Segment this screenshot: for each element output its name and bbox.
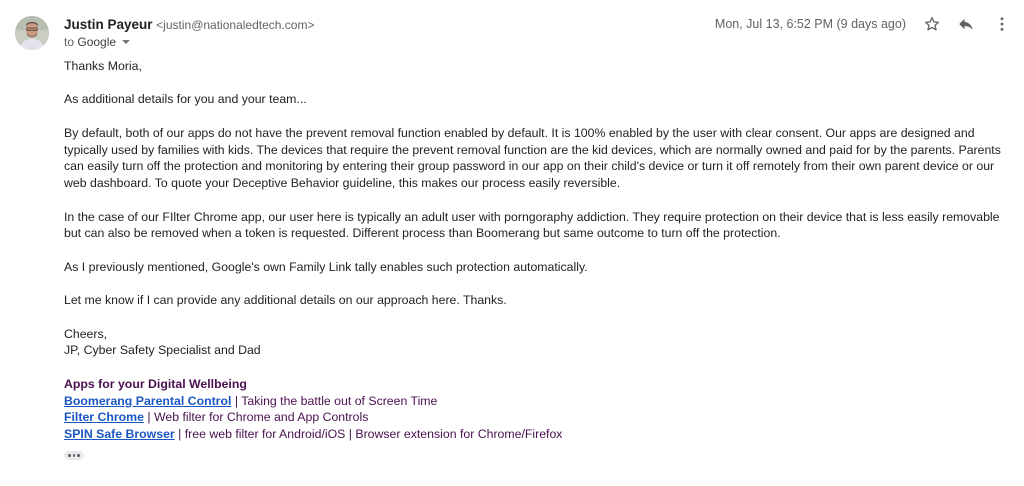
closing-block xyxy=(64,326,1014,360)
recipient-line xyxy=(64,35,130,49)
body-paragraph: As I previously mentioned, Google's own Family Link tally enables such protection automatically. xyxy=(64,259,588,274)
star-icon xyxy=(923,15,941,33)
reply-button[interactable] xyxy=(955,13,977,35)
more-vert-icon xyxy=(993,15,1011,33)
signature-link-description: | Web filter for Chrome and App Controls xyxy=(143,410,369,425)
body-paragraph: Let me know if I can provide any additional details on our approach here. Thanks. xyxy=(64,293,507,308)
sender-line xyxy=(64,17,314,32)
ellipsis-dot-icon xyxy=(68,454,71,457)
avatar-photo-icon xyxy=(15,16,49,50)
filter-chrome-link[interactable]: Filter Chrome xyxy=(64,410,144,425)
recipient-name: Google xyxy=(77,35,117,49)
signoff: JP, Cyber Safety Specialist and Dad xyxy=(64,343,261,358)
sender-name[interactable]: Justin Payeur xyxy=(64,17,153,32)
message-body xyxy=(64,58,1014,460)
reply-icon xyxy=(957,15,975,33)
signature-link-row xyxy=(64,393,1014,410)
ellipsis-dot-icon xyxy=(73,454,76,457)
sender-avatar[interactable] xyxy=(15,16,49,50)
signature-link-description: | free web filter for Android/iOS | Browser extension for Chrome/Firefox xyxy=(174,427,563,442)
email-signature xyxy=(64,376,1014,443)
boomerang-parental-control-link[interactable]: Boomerang Parental Control xyxy=(64,393,232,408)
signature-link-row xyxy=(64,426,1014,443)
body-paragraph: As additional details for you and your team... xyxy=(64,92,307,107)
body-paragraph: By default, both of our apps do not have the prevent removal function enabled by default. It is 100% enabled by the user with clear consent. Our apps are designed and typically used by families with kids. The devices that require the prevent removal function are the kid devices, which are normally owned and paid for by the parents. Parents can easily turn off the protection and monitoring by entering their group password in our app on their child's device or turn it off remotely from their own parent device or our web dashboard. To quote your Deceptive Behavior guideline, this makes our process easily reversible. xyxy=(64,125,1001,191)
more-options-button[interactable] xyxy=(991,13,1013,35)
closing: Cheers, xyxy=(64,326,108,341)
signature-title: Apps for your Digital Wellbeing xyxy=(64,376,247,391)
spin-safe-browser-link[interactable]: SPIN Safe Browser xyxy=(64,427,175,442)
star-button[interactable] xyxy=(921,13,943,35)
signature-link-description: | Taking the battle out of Screen Time xyxy=(231,393,438,408)
signature-link-row xyxy=(64,409,1014,426)
ellipsis-dot-icon xyxy=(77,454,80,457)
greeting: Thanks Moria, xyxy=(64,59,142,73)
message-date: Mon, Jul 13, 6:52 PM (9 days ago) xyxy=(714,17,906,31)
to-prefix: to xyxy=(64,35,75,49)
show-trimmed-content-button[interactable] xyxy=(64,451,84,460)
body-paragraph: In the case of our FIlter Chrome app, our user here is typically an adult user with porngoraphy addiction. They require protection on their device that is less easily removable but can also be removed when a token is requested. Different process than Boomerang but same outcome to turn off the protection. xyxy=(64,209,1000,241)
recipient-details-chevron-down-icon[interactable] xyxy=(122,40,130,44)
sender-email: <justin@nationaledtech.com> xyxy=(156,18,315,32)
